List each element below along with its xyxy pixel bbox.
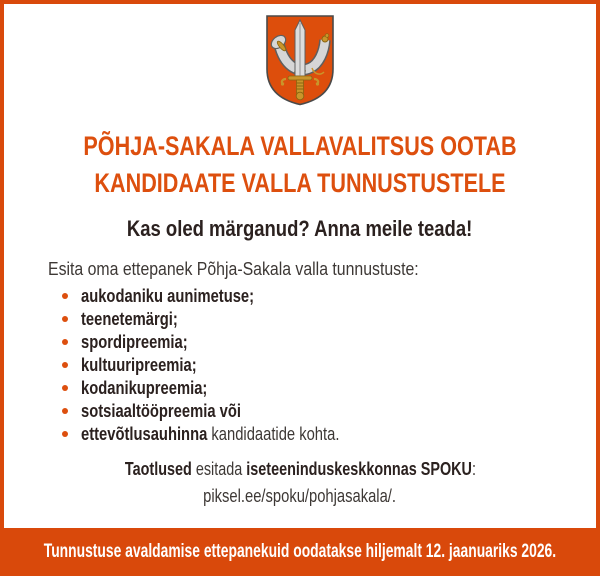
list-item-ettevotlusauhind: ettevõtlusauhinna kandidaatide kohta. [48, 423, 596, 446]
list-item-kultuuripreemia: kultuuripreemia; [48, 354, 596, 377]
list-item-sotsiaaltoopreemia: sotsiaaltööpreemia või [48, 400, 596, 423]
list-item-kodanikupreemia: kodanikupreemia; [48, 377, 596, 400]
title-line-2: KANDIDAATE VALLA TUNNUSTUSTELE [94, 168, 506, 198]
list-item-aukodaniku-aunimetus: aukodaniku aunimetuse; [48, 285, 596, 308]
list-item-spordipreemia: spordipreemia; [48, 331, 596, 354]
intro-text: Esita oma ettepanek Põhja-Sakala valla tunnustuste: [48, 259, 419, 279]
spoku-label: iseteeninduskeskkonnas SPOKU [245, 459, 472, 479]
title-line-1: PÕHJA-SAKALA VALLAVALITSUS OOTAB [83, 131, 517, 161]
poster-title [4, 128, 596, 202]
list-item-teenetemark: teenetemärgi; [48, 308, 596, 331]
spoku-url: piksel.ee/spoku/pohjasakala/. [203, 486, 397, 506]
deadline-text: Tunnustuse avaldamise ettepanekuid oodatakse hiljemalt 12. jaanuariks 2026. [43, 541, 557, 562]
coat-of-arms-icon [264, 13, 336, 107]
deadline-banner [0, 528, 600, 576]
poster-subtitle: Kas oled märganud? Anna meile teada! [127, 216, 473, 241]
awards-list [4, 285, 596, 446]
application-info: Taotlused esitada iseteeninduskeskkonnas SPOKU: [124, 459, 476, 479]
application-lead: Taotlused [124, 459, 192, 479]
